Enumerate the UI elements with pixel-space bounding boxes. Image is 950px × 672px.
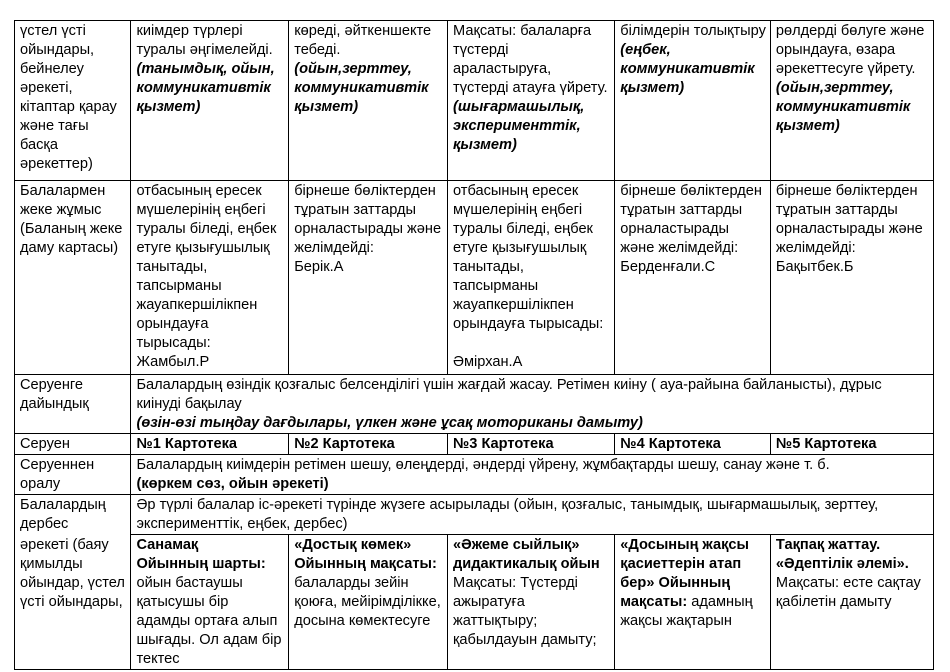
- card-file-cell: [289, 434, 448, 455]
- child-name: Берденғали.С: [620, 259, 716, 275]
- game-description: балаларды зейін қоюға, мейірімділікке, досына көмектесуге: [294, 575, 441, 629]
- row-header-text: Серуенге дайындық: [20, 377, 89, 412]
- row-header-cell: [15, 21, 131, 181]
- row-header-text: Серуен: [20, 436, 70, 452]
- individual-work-text: отбасының ересек мүшелерінің еңбегі туралы біледі, еңбек етуге қызығушылық танытады, тапсырманы жауапкершілікпен орындауға тырысады:: [453, 183, 604, 332]
- activity-type-tag: (ойын,зерттеу, коммуникативтік қызмет): [775, 80, 911, 134]
- activity-type-tag: (көркем сөз, ойын әрекеті): [136, 476, 329, 492]
- row-header-text: әрекеті (баяу қимылды ойындар, үстел үсті ойындары,: [20, 536, 125, 610]
- activity-text: киімдер түрлері туралы әңгімелейді.: [136, 23, 273, 58]
- individual-work-cell: [770, 181, 933, 375]
- content-text: Балалардың киімдерін ретімен шешу, өлеңдерді, әндерді үйрену, жұмбақтарды шешу, санау және т. б.: [136, 457, 830, 473]
- activity-cell: [770, 21, 933, 181]
- activity-text: білімдерін толықтыру: [620, 23, 766, 39]
- game-cell: [289, 535, 448, 670]
- row-header-cell: [15, 181, 131, 375]
- game-title: «Әжеме сыйлық» дидактикалық ойын: [453, 537, 600, 572]
- table-row: [15, 535, 934, 670]
- row-header-text: Балалармен жеке жұмыс (Баланың жеке даму картасы): [20, 183, 123, 256]
- individual-work-text: бірнеше бөліктерден тұратын заттарды орналастырады және желімдейді:: [775, 183, 923, 256]
- individual-work-cell: [289, 181, 448, 375]
- game-label: Ойынның мақсаты:: [294, 556, 437, 572]
- individual-work-text: отбасының ересек мүшелерінің еңбегі туралы біледі, еңбек етуге қызығушылық танытады, тапсырманы жауапкершілікпен орындауға тырысады:: [136, 183, 277, 351]
- row-header-cell: [15, 495, 131, 535]
- daily-plan-table: [14, 20, 934, 670]
- game-description: Мақсаты: Түстерді ажыратуға жаттықтыру; қабылдауын дамыту;: [453, 575, 597, 648]
- merged-content-cell: [131, 495, 934, 535]
- game-cell: [448, 535, 615, 670]
- activity-text: көреді, әйткеншекте тебеді.: [294, 23, 432, 58]
- game-cell: [770, 535, 933, 670]
- card-file-label: №3 Картотека: [453, 436, 554, 452]
- row-header-text: Серуеннен оралу: [20, 457, 95, 492]
- activity-type-tag: (еңбек, коммуникативтік қызмет): [620, 42, 755, 96]
- game-title: Санамақ: [136, 537, 199, 553]
- game-title: «Досының жақсы қасиеттерін атап бер» Ойынның мақсаты:: [620, 537, 749, 610]
- game-cell: [131, 535, 289, 670]
- individual-work-cell: [615, 181, 771, 375]
- card-file-label: №4 Картотека: [620, 436, 721, 452]
- table-row: [15, 21, 934, 181]
- content-text: Балалардың өзіндік қозғалыс белсенділігі үшін жағдай жасау. Ретімен киіну ( ауа-райына байланысты), дұрыс киінуді бақылау: [136, 377, 882, 412]
- row-header-cell: [15, 434, 131, 455]
- individual-work-text: бірнеше бөліктерден тұратын заттарды орналастырады және желімдейді:: [294, 183, 442, 256]
- individual-work-cell: [448, 181, 615, 375]
- row-header-text: Балалардың дербес: [20, 497, 106, 532]
- row-header-cell: [15, 455, 131, 495]
- game-title: Тақпақ жаттау. «Әдептілік әлемі».: [775, 537, 909, 572]
- individual-work-text: бірнеше бөліктерден тұратын заттарды орналастырады және желімдейді:: [620, 183, 762, 256]
- game-description: ойын бастаушы қатысушы бір адамды ортаға алып шығады. Ол адам бір тектес: [136, 575, 282, 667]
- row-header-cell: [15, 375, 131, 434]
- card-file-label: №1 Картотека: [136, 436, 238, 452]
- game-title: «Достық көмек»: [294, 537, 412, 553]
- activity-cell: [289, 21, 448, 181]
- activity-cell: [131, 21, 289, 181]
- table-row: [15, 375, 934, 434]
- merged-content-cell: [131, 375, 934, 434]
- activity-text: Мақсаты: балаларға түстерді араластыруға, түстерді атауға үйрету.: [453, 23, 608, 96]
- row-header-cell: [15, 535, 131, 670]
- table-row: [15, 455, 934, 495]
- card-file-label: №5 Картотека: [775, 436, 877, 452]
- table-row: [15, 181, 934, 375]
- child-name: Берік.А: [294, 259, 344, 275]
- activity-type-tag: (шығармашылық, эксперименттік, қызмет): [453, 99, 585, 153]
- child-name: Әмірхан.А: [453, 354, 523, 370]
- card-file-cell: [131, 434, 289, 455]
- card-file-label: №2 Картотека: [294, 436, 395, 452]
- merged-content-cell: [131, 455, 934, 495]
- activity-text: рөлдерді бөлуге және орындауға, өзара әрекеттесуге үйрету.: [775, 23, 925, 77]
- table-row: [15, 495, 934, 535]
- child-name: Жамбыл.Р: [136, 354, 210, 370]
- game-cell: [615, 535, 771, 670]
- activity-cell: [448, 21, 615, 181]
- card-file-cell: [448, 434, 615, 455]
- card-file-cell: [770, 434, 933, 455]
- game-label: Ойынның шарты:: [136, 556, 266, 572]
- card-file-cell: [615, 434, 771, 455]
- table-row: [15, 434, 934, 455]
- content-text: Әр түрлі балалар іс-әрекеті түрінде жүзеге асырылады (ойын, қозғалыс, танымдық, шығармашылық, зерттеу, эксперименттік, еңбек, дербес): [136, 497, 879, 532]
- game-description: Мақсаты: есте сақтау қабілетін дамыту: [775, 575, 921, 610]
- row-header-text: үстел үсті ойындары, бейнелеу әрекеті, кітаптар қарау және тағы басқа әрекеттер): [20, 23, 117, 172]
- child-name: Бақытбек.Б: [775, 259, 854, 275]
- individual-work-cell: [131, 181, 289, 375]
- activity-type-tag: (өзін-өзі тыңдау дағдылары, үлкен және ұсақ моториканы дамыту): [136, 415, 643, 431]
- activity-cell: [615, 21, 771, 181]
- activity-type-tag: (ойын,зерттеу, коммуникативтік қызмет): [294, 61, 429, 115]
- game-description: адамның жақсы жақтарын: [620, 594, 753, 629]
- activity-type-tag: (танымдық, ойын, коммуникативтік қызмет): [136, 61, 275, 115]
